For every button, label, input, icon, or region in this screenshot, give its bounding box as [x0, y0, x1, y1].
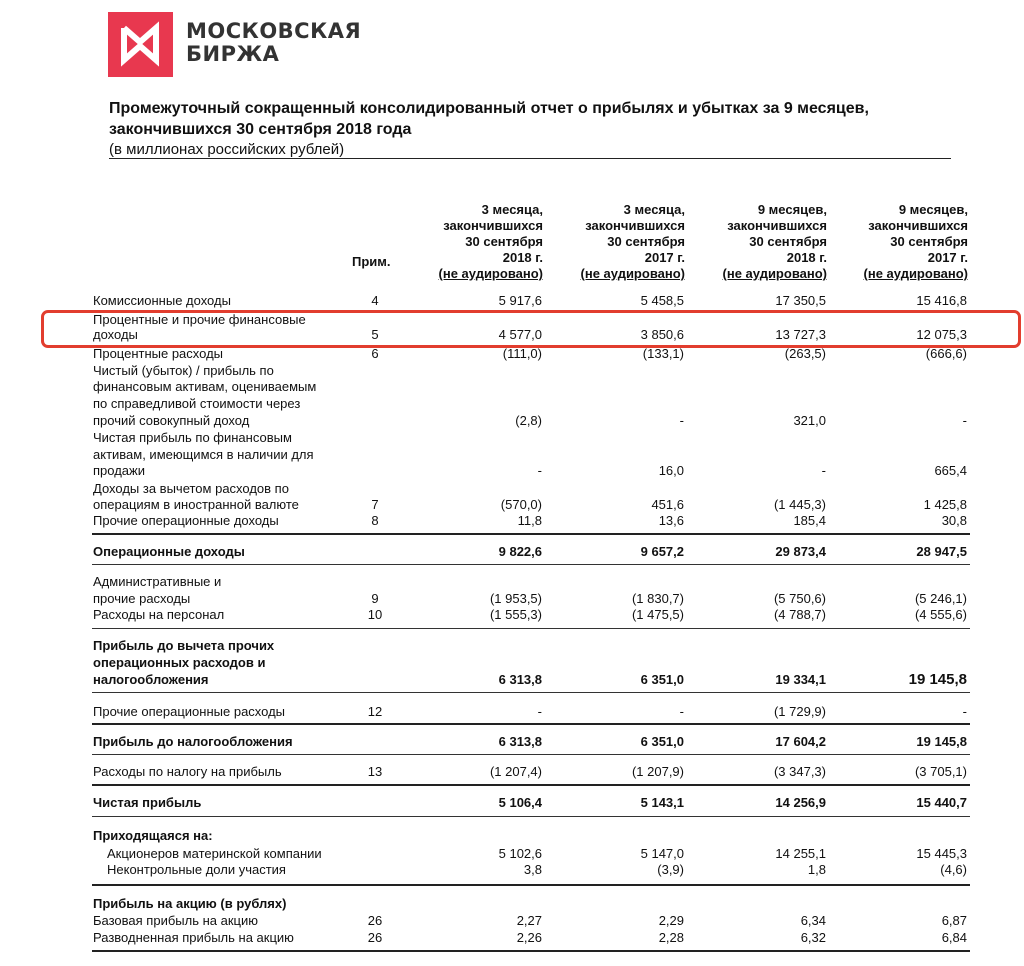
highlight-box — [41, 310, 1021, 348]
title-divider — [109, 158, 951, 159]
column-header-2: 3 месяца, закончившихся 30 сентября 2017 г. (не аудировано) — [580, 202, 685, 281]
column-header-4: 9 месяцев, закончившихся 30 сентября 2017 г. (не аудировано) — [863, 202, 968, 281]
moex-logo — [108, 12, 173, 77]
divider — [92, 784, 970, 786]
report-title: Промежуточный сокращенный консолидированный отчет о прибылях и убытках за 9 месяцев, закончившихся 30 сентября 2018 года — [109, 100, 869, 138]
divider — [92, 628, 970, 629]
divider — [92, 884, 970, 886]
column-header-3: 9 месяцев, закончившихся 30 сентября 2018 г. (не аудировано) — [722, 202, 827, 281]
divider — [92, 533, 970, 535]
divider — [92, 723, 970, 725]
divider — [92, 950, 970, 952]
divider — [92, 754, 970, 755]
divider — [92, 564, 970, 565]
brand-name: МОСКОВСКАЯ БИРЖА — [186, 19, 362, 66]
divider — [92, 816, 970, 817]
column-header-1: 3 месяца, закончившихся 30 сентября 2018 г. (не аудировано) — [438, 202, 543, 281]
divider — [92, 692, 970, 693]
note-column-header: Прим. — [352, 254, 391, 269]
report-subtitle: (в миллионах российских рублей) — [109, 141, 345, 158]
